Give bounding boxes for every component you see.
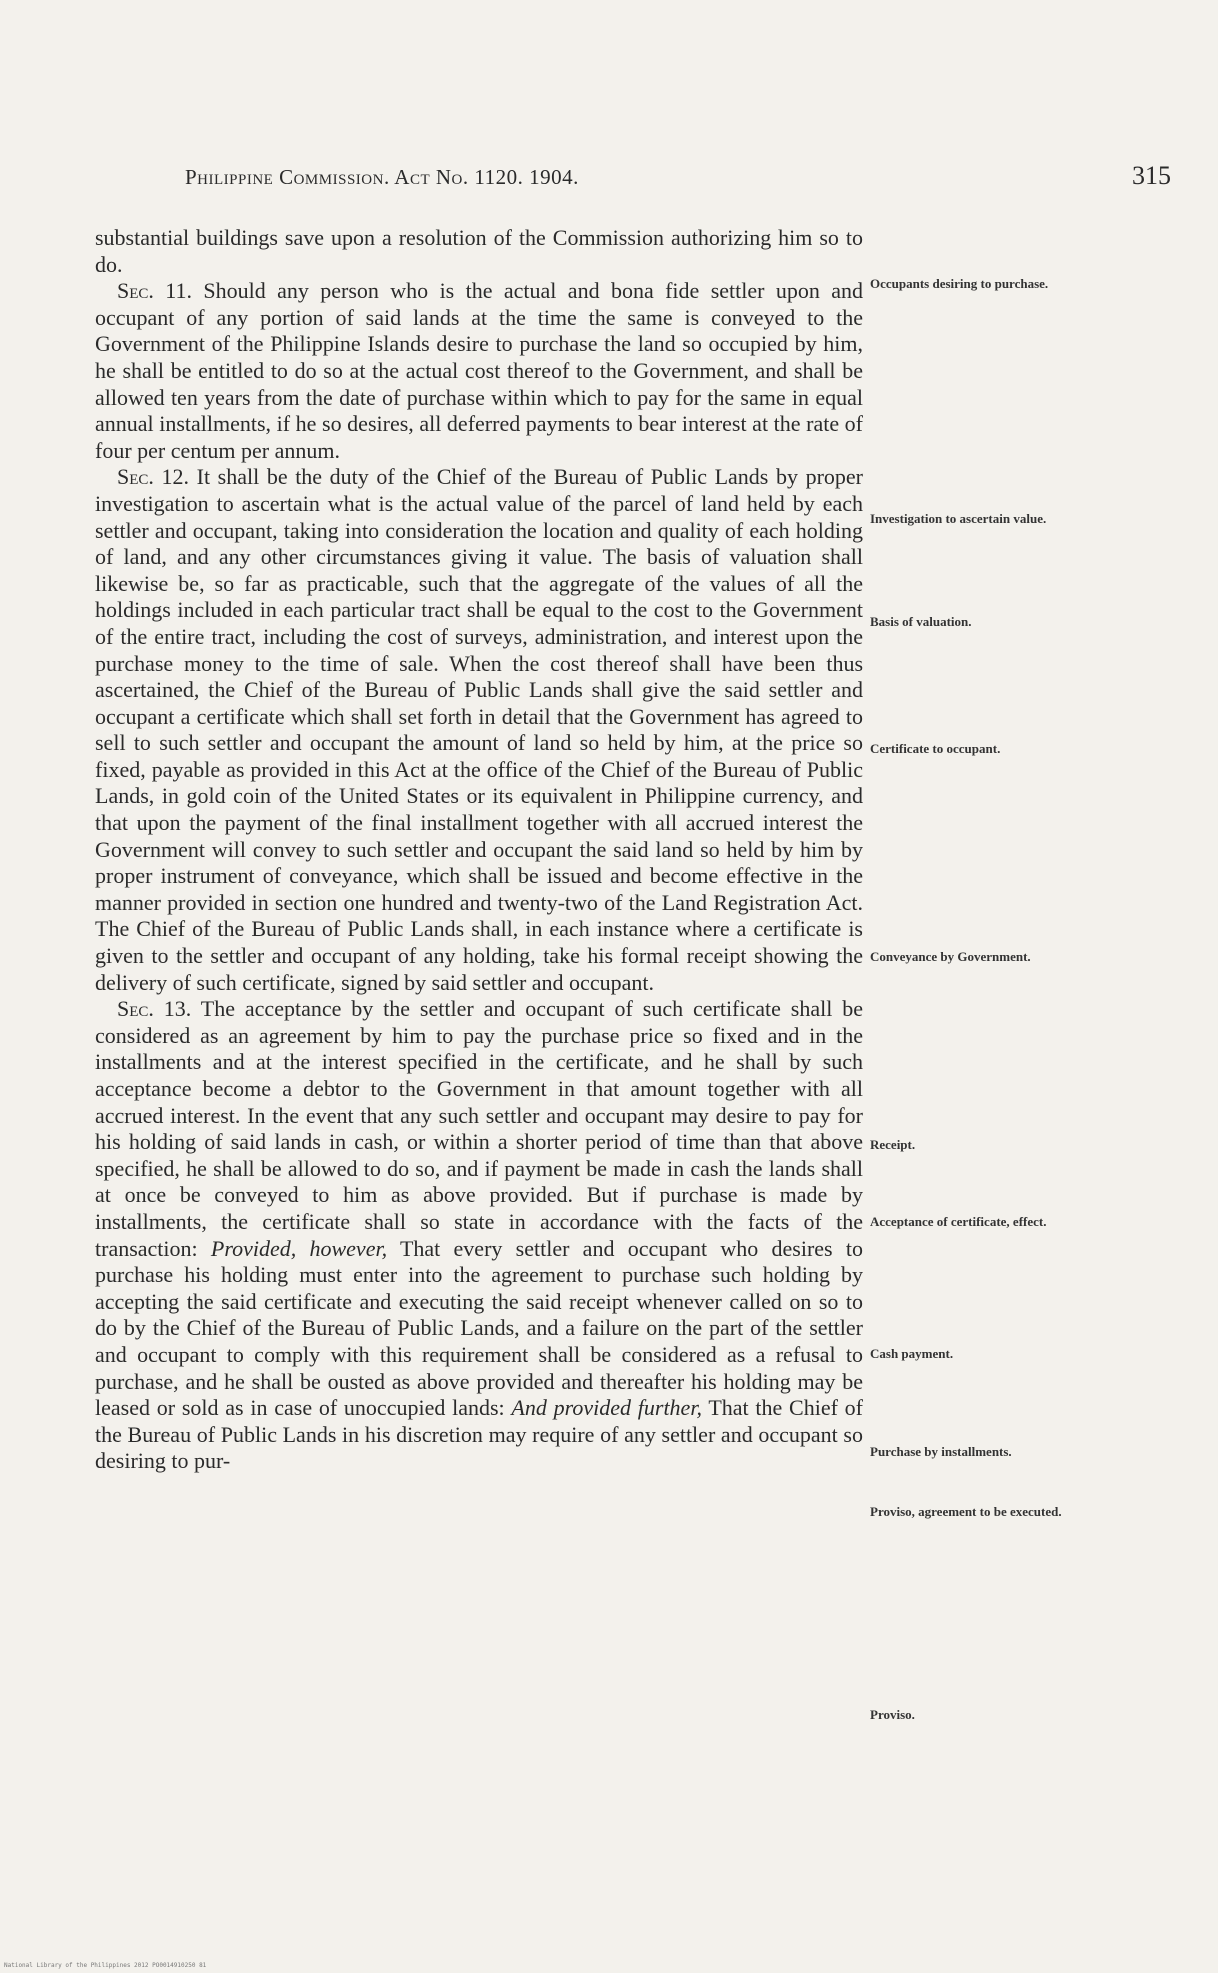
text-run: substantial buildings save upon a resolution of the Commission authorizing him so to do. bbox=[95, 225, 863, 277]
section-label: Sec. 12. bbox=[117, 464, 190, 490]
header-title: Philippine Commission. Act No. 1120. 1904. bbox=[185, 165, 579, 189]
marginal-note: Proviso. bbox=[870, 1707, 915, 1722]
marginal-note: Receipt. bbox=[870, 1137, 916, 1152]
scan-footer: National Library of the Philippines 2012 PO0014910250 81 bbox=[4, 1962, 207, 1969]
proviso-italic: And provided further, bbox=[511, 1395, 702, 1421]
section-13 bbox=[95, 996, 863, 1475]
section-label: Sec. 13. bbox=[117, 996, 192, 1022]
text-run: Should any person who is the actual and bona fide settler upon and occupant of any portion of said lands at the time the same is conveyed to the Government of the Philippine Islands desire to purchase the land so occupied by him, he shall be entitled to do so at the actual cost thereof to the Government, and shall be allowed ten years from the date of purchase within which to pay for the same in equal annual installments, if he so desires, all deferred payments to bear interest at the rate of four per centum per annum. bbox=[95, 278, 863, 463]
body-text bbox=[95, 225, 863, 1475]
marginal-note: Purchase by installments. bbox=[870, 1444, 1012, 1459]
paragraph-continuation bbox=[95, 225, 863, 278]
page-number: 315 bbox=[1132, 161, 1171, 190]
marginal-note: Investigation to ascertain value. bbox=[870, 511, 1047, 526]
section-11 bbox=[95, 278, 863, 464]
text-run: The acceptance by the settler and occupant of such certificate shall be considered as an agreement by him to pay the purchase price so fixed and in the installments and at the interest specified in the certificate, and he shall by such acceptance become a debtor to the Government in that amount together with all accrued interest. In the event that any such settler and occupant may desire to pay for his holding of said lands in cash, or within a shorter period of time than that above specified, he shall be allowed to do so, and if payment be made in cash the lands shall at once be conveyed to him as above provided. But if purchase is made by installments, the certificate shall so state in accordance with the facts of the transaction: bbox=[95, 996, 864, 1261]
marginal-note: Occupants desiring to purchase. bbox=[870, 276, 1049, 291]
marginal-note: Certificate to occupant. bbox=[870, 741, 1001, 756]
text-run: It shall be the duty of the Chief of the Bureau of Public Lands by proper investigation to ascertain what is the actual value of the parcel of land held by each settler and occupant, taking into consideration the location and quality of each holding of land, and any other circumstances giving it value. The basis of valuation shall likewise be, so far as practicable, such that the aggregate of the values of all the holdings included in each particular tract shall be equal to the cost to the Government of the entire tract, including the cost of surveys, administration, and interest upon the purchase money to the time of sale. When the cost thereof shall have been thus ascertained, the Chief of the Bureau of Public Lands shall give the said settler and occupant a certificate which shall set forth in detail that the Government has agreed to sell to such settler and occupant the amount of land so held by him, at the price so fixed, payable as provided in this Act at the office of the Chief of the Bureau of Public Lands, in gold coin of the United States or its equivalent in Philippine currency, and that upon the payment of the final installment together with all accrued interest the Government will convey to such settler and occupant the said land so held by him by proper instrument of conveyance, which shall be issued and become effective in the manner provided in section one hundred and twenty-two of the Land Registration Act. The Chief of the Bureau of Public Lands shall, in each instance where a certificate is given to the settler and occupant of any holding, take his formal receipt showing the delivery of such certificate, signed by said settler and occupant. bbox=[95, 464, 863, 995]
section-12 bbox=[95, 464, 863, 996]
marginal-note: Acceptance of certificate, effect. bbox=[870, 1214, 1047, 1229]
marginal-note: Cash payment. bbox=[870, 1346, 954, 1361]
text-run: That the Chief of the Bureau of Public Lands in his discretion may require of any settler and occupant so desiring to pur- bbox=[95, 1395, 864, 1474]
section-label: Sec. 11. bbox=[117, 278, 192, 304]
marginal-note: Proviso, agreement to be executed. bbox=[870, 1504, 1062, 1519]
proviso-italic: Provided, however, bbox=[210, 1235, 388, 1261]
text-run: That every settler and occupant who desires to purchase his holding must enter into the agreement to purchase such holding by accepting the said certificate and executing the said receipt whenever called on so to do by the Chief of the Bureau of Public Lands, and a failure on the part of the settler and occupant to comply with this requirement shall be considered as a refusal to purchase, and he shall be ousted as above provided and thereafter his holding may be leased or sold as in case of unoccupied lands: bbox=[95, 1235, 863, 1421]
marginal-note: Basis of valuation. bbox=[870, 614, 972, 629]
running-header bbox=[185, 161, 1175, 201]
marginal-note: Conveyance by Government. bbox=[870, 949, 1031, 964]
